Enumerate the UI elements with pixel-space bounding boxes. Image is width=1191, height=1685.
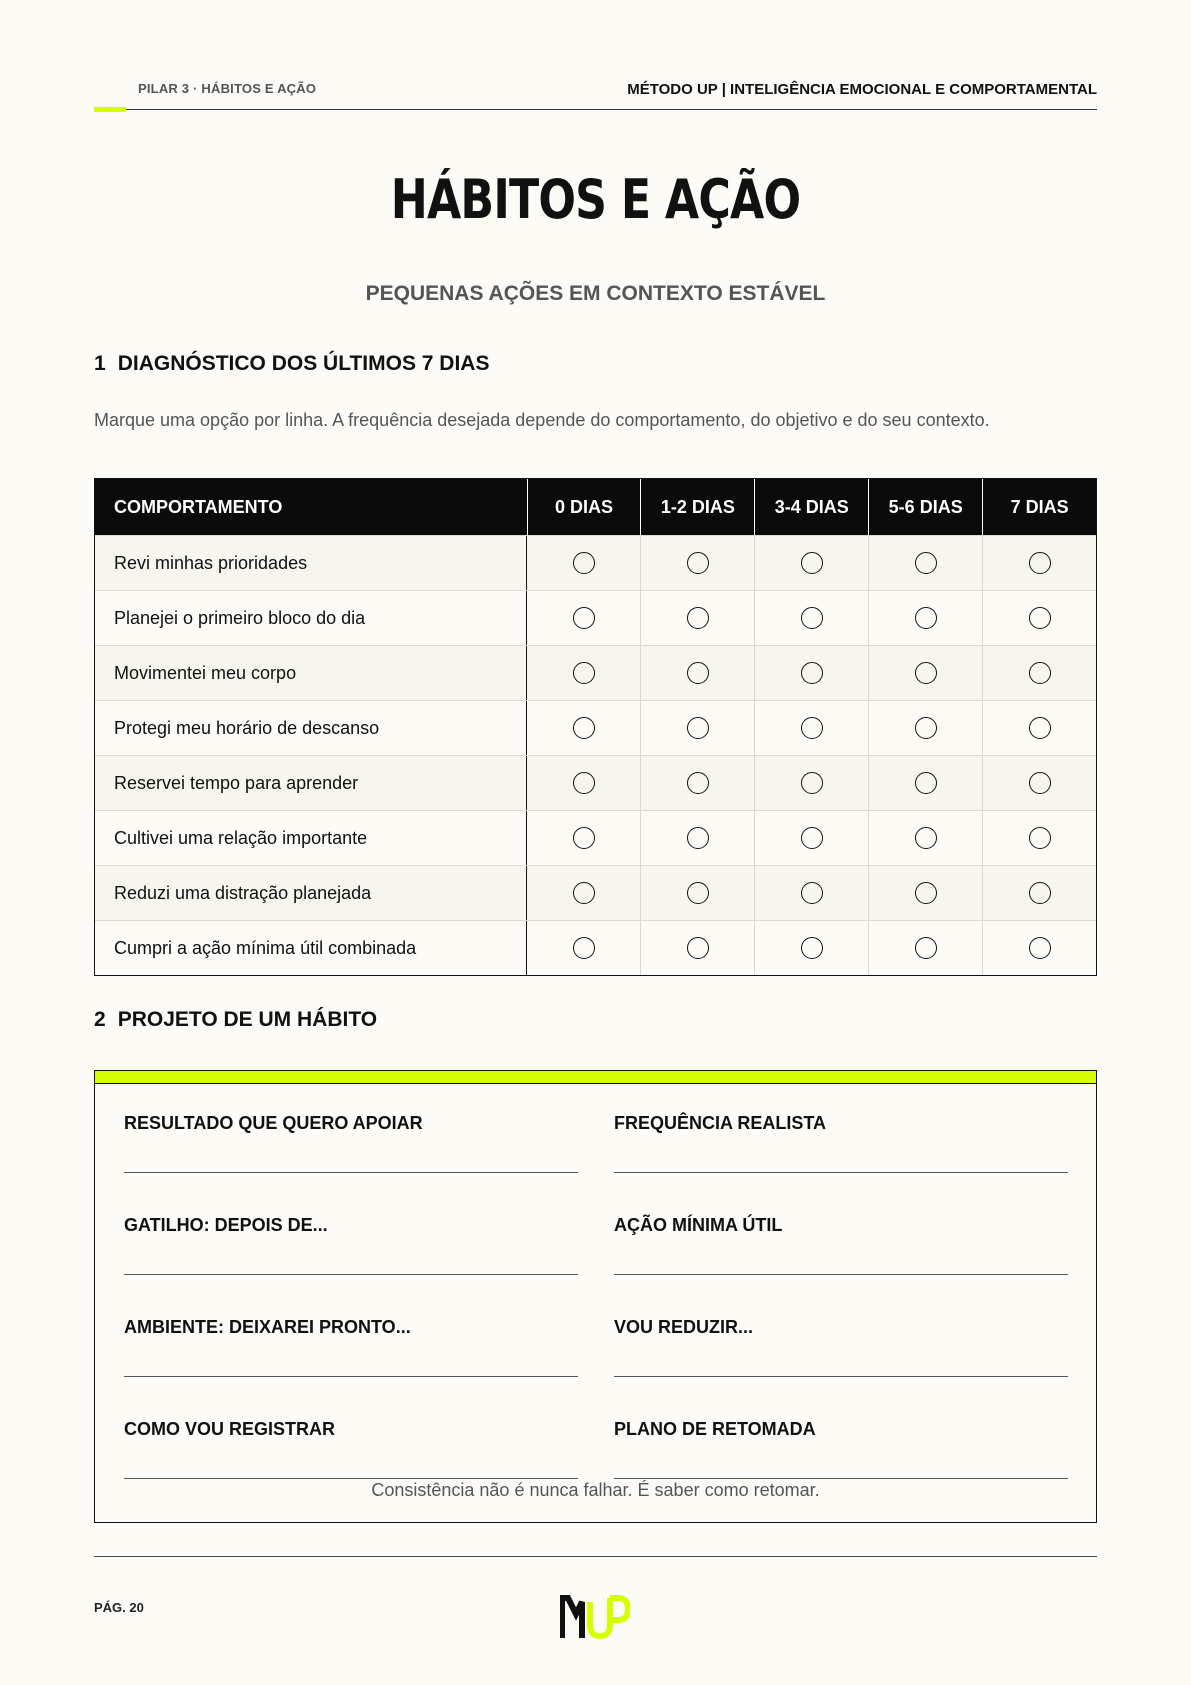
field-trigger[interactable]: [124, 1215, 578, 1275]
radio-option[interactable]: [573, 937, 595, 959]
field-label: AÇÃO MÍNIMA ÚTIL: [614, 1215, 783, 1235]
field-frequency[interactable]: [614, 1113, 1068, 1173]
table-row: [95, 810, 1096, 865]
radio-option[interactable]: [801, 662, 823, 684]
field-reduce[interactable]: [614, 1317, 1068, 1377]
page-number: PÁG. 20: [94, 1600, 144, 1615]
radio-option[interactable]: [1029, 607, 1051, 629]
section-2-heading: [94, 1008, 377, 1032]
radio-option[interactable]: [915, 772, 937, 794]
radio-option[interactable]: [915, 937, 937, 959]
table-body: [95, 535, 1096, 975]
radio-option[interactable]: [573, 827, 595, 849]
consistency-note: Consistência não é nunca falhar. É saber como retomar.: [371, 1480, 820, 1500]
field-line: [124, 1172, 578, 1173]
header-7-days: 7 DIAS: [982, 479, 1096, 535]
behavior-label: Movimentei meu corpo: [95, 646, 527, 700]
behavior-label: Revi minhas prioridades: [95, 536, 527, 590]
radio-option[interactable]: [915, 882, 937, 904]
page-subtitle: PEQUENAS AÇÕES EM CONTEXTO ESTÁVEL: [365, 282, 826, 305]
radio-option[interactable]: [801, 552, 823, 574]
field-result[interactable]: [124, 1113, 578, 1173]
field-line: [614, 1376, 1068, 1377]
field-label: RESULTADO QUE QUERO APOIAR: [124, 1113, 423, 1133]
section-2-title: PROJETO DE UM HÁBITO: [117, 1008, 378, 1031]
radio-option[interactable]: [573, 772, 595, 794]
table-row: [95, 590, 1096, 645]
radio-option[interactable]: [1029, 827, 1051, 849]
behavior-label: Protegi meu horário de descanso: [95, 701, 527, 755]
radio-option[interactable]: [687, 937, 709, 959]
mup-logo-icon: [560, 1592, 630, 1640]
header-3-4-days: 3-4 DIAS: [754, 479, 868, 535]
behavior-label: Reduzi uma distração planejada: [95, 866, 527, 920]
field-line: [614, 1172, 1068, 1173]
field-label: GATILHO: DEPOIS DE...: [124, 1215, 328, 1235]
radio-option[interactable]: [687, 607, 709, 629]
radio-option[interactable]: [915, 607, 937, 629]
table-header: [95, 479, 1096, 535]
box-accent-bar: [95, 1071, 1096, 1084]
radio-option[interactable]: [573, 662, 595, 684]
table-row: [95, 865, 1096, 920]
field-record[interactable]: [124, 1419, 578, 1479]
radio-option[interactable]: [915, 717, 937, 739]
header-accent-bar: [94, 107, 126, 112]
diagnostic-table: [94, 478, 1097, 976]
radio-option[interactable]: [801, 827, 823, 849]
field-minimum-action[interactable]: [614, 1215, 1068, 1275]
page-title: HÁBITOS E AÇÃO: [390, 168, 801, 231]
habit-project-box: [94, 1070, 1097, 1523]
radio-option[interactable]: [687, 882, 709, 904]
section-1-number: 1: [94, 352, 106, 375]
radio-option[interactable]: [801, 882, 823, 904]
table-row: [95, 755, 1096, 810]
field-resume-plan[interactable]: [614, 1419, 1068, 1479]
radio-option[interactable]: [801, 607, 823, 629]
radio-option[interactable]: [573, 607, 595, 629]
behavior-label: Cumpri a ação mínima útil combinada: [95, 921, 527, 975]
radio-option[interactable]: [801, 937, 823, 959]
field-label: AMBIENTE: DEIXAREI PRONTO...: [124, 1317, 411, 1337]
radio-option[interactable]: [1029, 662, 1051, 684]
radio-option[interactable]: [915, 552, 937, 574]
radio-option[interactable]: [1029, 552, 1051, 574]
section-1-heading: [94, 352, 489, 376]
footer-divider: [94, 1556, 1097, 1557]
page-header: [94, 78, 1097, 110]
radio-option[interactable]: [915, 827, 937, 849]
section-1-title: DIAGNÓSTICO DOS ÚLTIMOS 7 DIAS: [117, 352, 490, 375]
field-line: [124, 1478, 578, 1479]
radio-option[interactable]: [915, 662, 937, 684]
header-0-days: 0 DIAS: [527, 479, 641, 535]
table-row: [95, 700, 1096, 755]
field-line: [614, 1274, 1068, 1275]
field-label: FREQUÊNCIA REALISTA: [614, 1113, 827, 1133]
behavior-label: Planejei o primeiro bloco do dia: [95, 591, 527, 645]
section-2-number: 2: [94, 1008, 106, 1031]
radio-option[interactable]: [1029, 937, 1051, 959]
radio-option[interactable]: [1029, 717, 1051, 739]
radio-option[interactable]: [687, 552, 709, 574]
field-line: [124, 1274, 578, 1275]
section-1-instruction: Marque uma opção por linha. A frequência desejada depende do comportamento, do objetivo e do seu contexto.: [94, 410, 990, 430]
radio-option[interactable]: [573, 552, 595, 574]
behavior-label: Cultivei uma relação importante: [95, 811, 527, 865]
radio-option[interactable]: [687, 772, 709, 794]
field-line: [124, 1376, 578, 1377]
header-5-6-days: 5-6 DIAS: [868, 479, 982, 535]
header-behavior: COMPORTAMENTO: [114, 496, 283, 517]
radio-option[interactable]: [687, 717, 709, 739]
field-label: COMO VOU REGISTRAR: [124, 1419, 336, 1439]
header-1-2-days: 1-2 DIAS: [640, 479, 754, 535]
radio-option[interactable]: [1029, 882, 1051, 904]
field-environment[interactable]: [124, 1317, 578, 1377]
table-row: [95, 920, 1096, 975]
header-method: MÉTODO UP | INTELIGÊNCIA EMOCIONAL E COMPORTAMENTAL: [627, 81, 1097, 98]
field-label: VOU REDUZIR...: [614, 1317, 754, 1337]
field-line: [614, 1478, 1068, 1479]
radio-option[interactable]: [801, 772, 823, 794]
radio-option[interactable]: [1029, 772, 1051, 794]
behavior-label: Reservei tempo para aprender: [95, 756, 527, 810]
radio-option[interactable]: [801, 717, 823, 739]
table-row: [95, 535, 1096, 590]
radio-option[interactable]: [687, 827, 709, 849]
radio-option[interactable]: [687, 662, 709, 684]
radio-option[interactable]: [573, 882, 595, 904]
radio-option[interactable]: [573, 717, 595, 739]
header-pillar: PILAR 3 · HÁBITOS E AÇÃO: [138, 81, 317, 96]
table-row: [95, 645, 1096, 700]
field-label: PLANO DE RETOMADA: [614, 1419, 816, 1439]
